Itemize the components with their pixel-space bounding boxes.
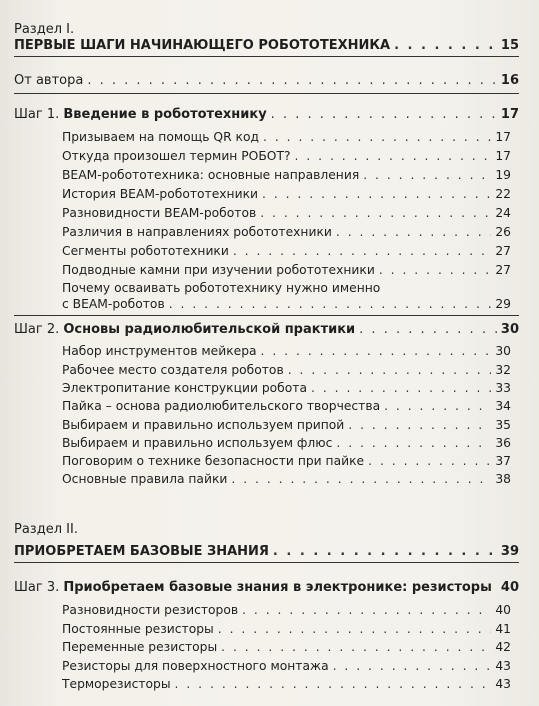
- toc-entry-section: [14, 544, 519, 559]
- toc-entry: [62, 472, 511, 486]
- dot-leader: [218, 622, 492, 636]
- page-number: 26: [495, 225, 511, 239]
- divider: [14, 93, 519, 94]
- dot-leader: [348, 418, 491, 432]
- divider: [14, 56, 519, 57]
- entry-title: BEAM-робототехника: основные направления: [62, 168, 360, 182]
- toc-entry: [62, 297, 511, 311]
- divider: [14, 315, 519, 316]
- toc-entry: [62, 130, 511, 144]
- toc-entry: [62, 418, 511, 432]
- step-prefix: Шаг 3.: [14, 580, 60, 595]
- step-title: Введение в робототехнику: [63, 107, 267, 122]
- dot-leader: [263, 130, 491, 144]
- page-number: 33: [495, 381, 511, 395]
- step-prefix: Шаг 2.: [14, 322, 60, 337]
- dot-leader: [336, 225, 491, 239]
- entry-title: От автора: [14, 73, 84, 88]
- entry-title: Подводные камни при изучении робототехники: [62, 263, 375, 277]
- page-number: 19: [495, 168, 511, 182]
- entry-title: Резисторы для поверхностного монтажа: [62, 659, 329, 673]
- page-number: 35: [495, 418, 511, 432]
- dot-leader: [295, 149, 492, 163]
- entry-title-line1: Почему осваивать робототехнику нужно именно: [62, 281, 381, 295]
- page-number: 24: [495, 206, 511, 220]
- dot-leader: [169, 297, 492, 311]
- divider: [14, 562, 519, 563]
- toc-entry: [62, 168, 511, 182]
- dot-leader: [496, 580, 497, 595]
- entry-title: Поговорим о технике безопасности при пайке: [62, 454, 365, 468]
- page-number: 30: [500, 322, 519, 337]
- step-title: Приобретаем базовые знания в электронике: резисторы: [63, 580, 492, 595]
- toc-entry: [62, 363, 511, 377]
- entry-title: Рабочее место создателя роботов: [62, 363, 284, 377]
- page-number: 43: [495, 659, 511, 673]
- toc-entry: [62, 677, 511, 691]
- toc-entry-author: [14, 73, 519, 88]
- step-heading: [14, 107, 267, 122]
- dot-leader: [231, 472, 491, 486]
- toc-entry: [62, 640, 511, 654]
- dot-leader: [359, 322, 497, 337]
- page-number: 30: [495, 344, 511, 358]
- entry-title: Электропитание конструкции робота: [62, 381, 307, 395]
- entry-title: Выбираем и правильно используем припой: [62, 418, 345, 432]
- page-number: 29: [495, 297, 511, 311]
- toc-entry: [62, 149, 511, 163]
- page-number: 34: [495, 399, 511, 413]
- dot-leader: [87, 73, 497, 88]
- entry-title: Выбираем и правильно используем флюс: [62, 436, 333, 450]
- entry-title: Основные правила пайки: [62, 472, 228, 486]
- page-number: 32: [495, 363, 511, 377]
- entry-title: Разновидности BEAM-роботов: [62, 206, 257, 220]
- toc-entry: [62, 436, 511, 450]
- dot-leader: [311, 381, 491, 395]
- page-number: 27: [495, 263, 511, 277]
- step-heading: [14, 580, 492, 595]
- toc-entry-step: [14, 580, 519, 595]
- section-label: Раздел II.: [14, 522, 78, 537]
- entry-title: Переменные резисторы: [62, 640, 218, 654]
- dot-leader: [336, 436, 491, 450]
- entry-title: Призываем на помощь QR код: [62, 130, 259, 144]
- dot-leader: [363, 168, 491, 182]
- page-number: 43: [495, 677, 511, 691]
- step-prefix: Шаг 1.: [14, 107, 60, 122]
- page-number: 36: [495, 436, 511, 450]
- toc-entry: [62, 399, 511, 413]
- page-number: 16: [500, 73, 519, 88]
- toc-entry-step: [14, 322, 519, 337]
- entry-title: Различия в направлениях робототехники: [62, 225, 332, 239]
- page-number: 40: [500, 580, 519, 595]
- page-number: 40: [495, 603, 511, 617]
- toc-entry-section: [14, 38, 519, 53]
- dot-leader: [175, 677, 492, 691]
- entry-title: Набор инструментов мейкера: [62, 344, 257, 358]
- dot-leader: [273, 544, 497, 559]
- page-number: 15: [500, 38, 519, 53]
- dot-leader: [261, 344, 492, 358]
- toc-entry: [62, 225, 511, 239]
- entry-title: История BEAM-робототехники: [62, 187, 258, 201]
- entry-title: Разновидности резисторов: [62, 603, 239, 617]
- toc-entry: [62, 622, 511, 636]
- toc-entry: [62, 603, 511, 617]
- page-number: 17: [500, 107, 519, 122]
- step-heading: [14, 322, 355, 337]
- dot-leader: [288, 363, 492, 377]
- toc-entry: [62, 187, 511, 201]
- dot-leader: [233, 244, 491, 258]
- entry-title: Откуда произошел термин РОБОТ?: [62, 149, 291, 163]
- page-number: 37: [495, 454, 511, 468]
- entry-title-line2: с BEAM-роботов: [62, 297, 165, 311]
- toc-entry: [62, 454, 511, 468]
- toc-entry: [62, 206, 511, 220]
- entry-title: Постоянные резисторы: [62, 622, 214, 636]
- toc-entry-step: [14, 107, 519, 122]
- page-number: 41: [495, 622, 511, 636]
- toc-entry: [62, 659, 511, 673]
- dot-leader: [242, 603, 491, 617]
- page-number: 39: [500, 544, 519, 559]
- dot-leader: [262, 187, 491, 201]
- page-number: 42: [495, 640, 511, 654]
- dot-leader: [333, 659, 492, 673]
- page-number: 27: [495, 244, 511, 258]
- dot-leader: [394, 38, 497, 53]
- section-title: ПЕРВЫЕ ШАГИ НАЧИНАЮЩЕГО РОБОТОТЕХНИКА: [14, 38, 391, 53]
- toc-entry: [62, 381, 511, 395]
- entry-title: Терморезисторы: [62, 677, 171, 691]
- toc-entry: [62, 344, 511, 358]
- section-label: Раздел I.: [14, 22, 75, 37]
- dot-leader: [384, 399, 491, 413]
- page-number: 17: [495, 149, 511, 163]
- section-title: ПРИОБРЕТАЕМ БАЗОВЫЕ ЗНАНИЯ: [14, 544, 269, 559]
- dot-leader: [221, 640, 491, 654]
- dot-leader: [260, 206, 491, 220]
- toc-entry: [62, 263, 511, 277]
- dot-leader: [368, 454, 491, 468]
- step-title: Основы радиолюбительской практики: [63, 322, 356, 337]
- entry-title: Сегменты робототехники: [62, 244, 229, 258]
- dot-leader: [271, 107, 497, 122]
- page-number: 38: [495, 472, 511, 486]
- dot-leader: [379, 263, 491, 277]
- page-number: 17: [495, 130, 511, 144]
- entry-title: Пайка – основа радиолюбительского творчества: [62, 399, 381, 413]
- toc-entry: [62, 244, 511, 258]
- page-number: 22: [495, 187, 511, 201]
